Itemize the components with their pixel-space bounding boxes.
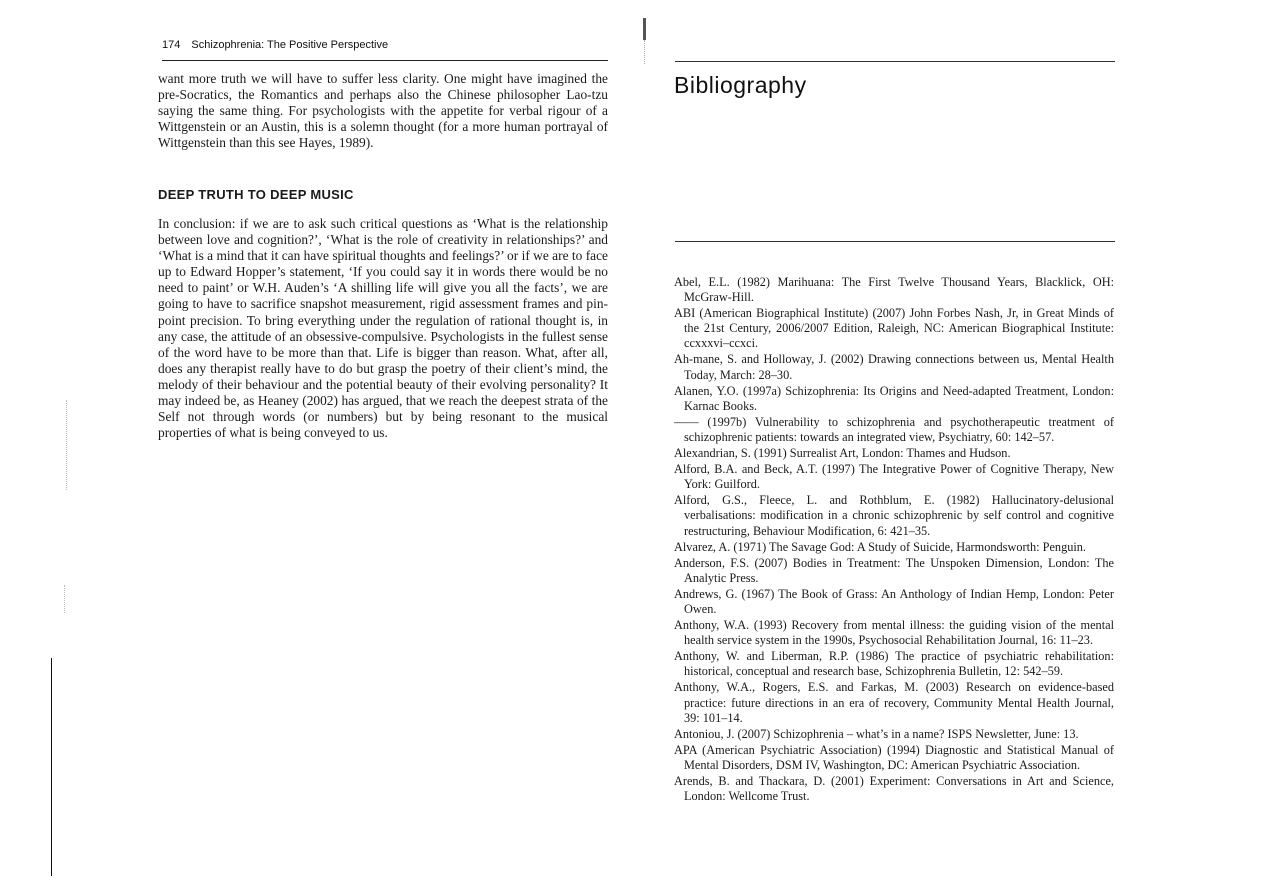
paragraph-continued: want more truth we will have to suffer less clarity. One might have imagined the pre-Socratics, the Romantics and perhaps also the Chinese philosopher Lao-tzu saying the same thing. For psychologists with the appetite for verbal rigour of a Wittgenstein or an Austin, this is a solemn thought (for a more human portrayal of Wittgenstein than this see Hayes, 1989). bbox=[158, 71, 608, 151]
bibliography-divider-rule bbox=[675, 241, 1115, 242]
page-number: 174 bbox=[162, 39, 181, 51]
bibliography-title: Bibliography bbox=[674, 72, 807, 98]
bibliography-entry: Ah-mane, S. and Holloway, J. (2002) Drawing connections between us, Mental Health Today, March: 28–30. bbox=[674, 352, 1114, 382]
bibliography-entry: Antoniou, J. (2007) Schizophrenia – what’s in a name? ISPS Newsletter, June: 13. bbox=[674, 726, 1079, 741]
bibliography-top-rule bbox=[675, 61, 1115, 62]
bibliography-entry: Alexandrian, S. (1991) Surrealist Art, London: Thames and Hudson. bbox=[674, 446, 1011, 461]
bibliography-entry: Alvarez, A. (1971) The Savage God: A Study of Suicide, Harmondsworth: Penguin. bbox=[674, 539, 1087, 554]
bibliography-entry: Andrews, G. (1967) The Book of Grass: An Anthology of Indian Hemp, London: Peter Owen. bbox=[674, 586, 1114, 616]
running-head-title: Schizophrenia: The Positive Perspective bbox=[191, 39, 389, 51]
section-heading: DEEP TRUTH TO DEEP MUSIC bbox=[158, 187, 354, 202]
bibliography-entry: Anthony, W.A., Rogers, E.S. and Farkas, M. (2003) Research on evidence-based practice: future directions in an era of recovery, Community Mental Health Journal, 39: 101–14. bbox=[674, 680, 1114, 725]
bibliography-entry: Alford, B.A. and Beck, A.T. (1997) The Integrative Power of Cognitive Therapy, New York: Guilford. bbox=[674, 462, 1114, 492]
bibliography-entry: —— (1997b) Vulnerability to schizophrenia and psychotherapeutic treatment of schizophrenic patients: towards an integrated view, Psychiatry, 60: 142–57. bbox=[674, 414, 1114, 444]
bibliography-list bbox=[674, 275, 1114, 805]
paragraph-conclusion: In conclusion: if we are to ask such critical questions as ‘What is the relationship between love and cognition?’, ‘What is the role of creativity in relationships?’ and ‘What is a mind that it can have spiritual thoughts and feelings?’ or if we are to face up to Edward Hopper’s statement, ‘If you could say it in words there would be no need to paint’ or W.H. Auden’s ‘A shilling life will give you all the facts’, we are going to have to sacrifice snapshot measurement, rigid assessment frames and pin-point precision. To bring everything under the regulation of rational thought is, in any case, the attitude of an obsessive-compulsive. Psychologists in the fullest sense of the word have to be more than that. Life is bigger than reason. What, after all, does any therapist really have to do but grasp the poetry of their client’s mind, the melody of their behaviour and the potential beauty of their evolving personality? It may indeed be, as Heaney (2002) has argued, that we reach the deepest strata of the Self not through words (or numbers) but by being resonant to the musical properties of what is being conveyed to us. bbox=[158, 216, 608, 441]
bibliography-entry: Anthony, W. and Liberman, R.P. (1986) The practice of psychiatric rehabilitation: historical, conceptual and research base, Schizophrenia Bulletin, 12: 542–59. bbox=[674, 649, 1114, 679]
bibliography-entry: ABI (American Biographical Institute) (2007) John Forbes Nash, Jr, in Great Minds of the 21st Century, 2006/2007 Edition, Raleigh, NC: American Biographical Institute: ccxxxvi–ccxci. bbox=[674, 306, 1114, 351]
bibliography-entry: Arends, B. and Thackara, D. (2001) Experiment: Conversations in Art and Science, London: Wellcome Trust. bbox=[674, 774, 1114, 804]
bibliography-entry: Abel, E.L. (1982) Marihuana: The First Twelve Thousand Years, Blacklick, OH: McGraw-Hill. bbox=[674, 275, 1114, 305]
bibliography-entry: Anthony, W.A. (1993) Recovery from mental illness: the guiding vision of the mental health service system in the 1990s, Psychosocial Rehabilitation Journal, 16: 11–23. bbox=[674, 618, 1114, 648]
bibliography-entry: Alanen, Y.O. (1997a) Schizophrenia: Its Origins and Need-adapted Treatment, London: Karnac Books. bbox=[674, 383, 1114, 413]
bibliography-entry: Alford, G.S., Fleece, L. and Rothblum, E. (1982) Hallucinatory-delusional verbalisations: modification in a chronic schizophrenic by self control and cognitive restructuring, Behaviour Modification, 6: 421–35. bbox=[674, 493, 1114, 538]
bibliography-entry: Anderson, F.S. (2007) Bodies in Treatment: The Unspoken Dimension, London: The Analytic Press. bbox=[674, 555, 1114, 585]
bibliography-entry: APA (American Psychiatric Association) (1994) Diagnostic and Statistical Manual of Mental Disorders, DSM IV, Washington, DC: American Psychiatric Association. bbox=[674, 742, 1114, 772]
